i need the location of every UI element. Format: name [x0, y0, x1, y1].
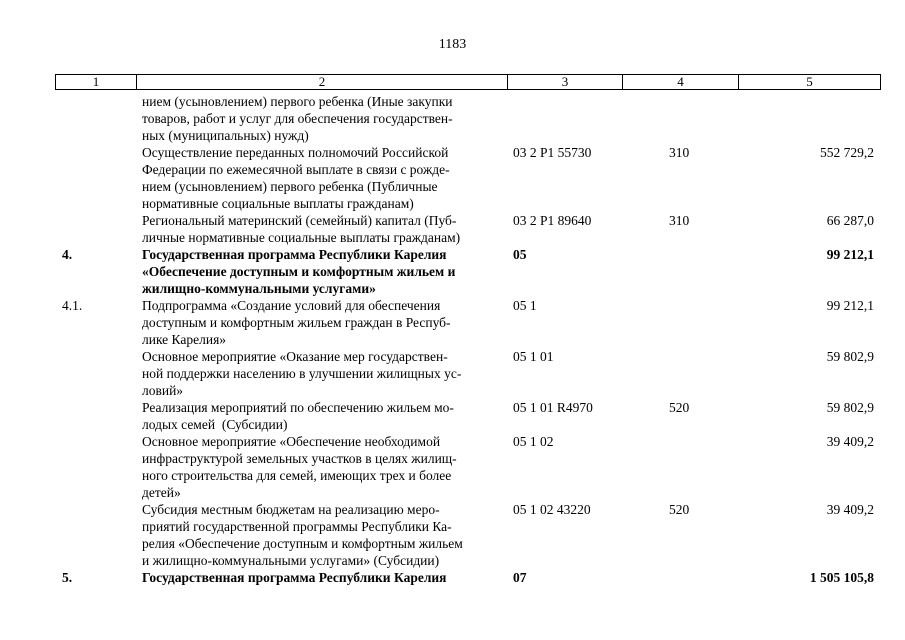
row-description-line: Подпрограмма «Создание условий для обеспечения: [142, 298, 441, 313]
row-description-line: нием (усыновлением) первого ребенка (Публичные: [142, 179, 438, 194]
header-col-5: 5: [738, 74, 881, 90]
row-description-line: личные нормативные социальные выплаты гражданам): [142, 230, 461, 245]
header-col-1: 1: [55, 74, 137, 90]
row-amount: 39 409,2: [826, 502, 874, 517]
row-description-line: ных (муниципальных) нужд): [142, 128, 309, 143]
row-description-line: релия «Обеспечение доступным и комфортным жильем: [142, 536, 463, 551]
row-description-line: Основное мероприятие «Обеспечение необходимой: [142, 434, 441, 449]
row-amount: 59 802,9: [826, 349, 874, 364]
row-type: 520: [669, 400, 690, 415]
row-description-line: лике Карелия»: [142, 332, 227, 347]
row-code: 05 1 01: [513, 349, 554, 364]
row-description-line: Осуществление переданных полномочий Российской: [142, 145, 449, 160]
row-amount: 1 505 105,8: [809, 570, 874, 585]
row-type: 310: [669, 145, 690, 160]
row-description-line: детей»: [142, 485, 181, 500]
row-description-line: товаров, работ и услуг для обеспечения государствен-: [142, 111, 453, 126]
row-description-line: Субсидия местным бюджетам на реализацию меро-: [142, 502, 440, 517]
row-code: 03 2 Р1 55730: [513, 145, 592, 160]
row-amount: 39 409,2: [826, 434, 874, 449]
row-code: 05 1 02 43220: [513, 502, 591, 517]
row-amount: 99 212,1: [826, 247, 874, 262]
row-description-line: нием (усыновлением) первого ребенка (Иные закупки: [142, 94, 453, 109]
page-number: 1183: [438, 37, 467, 52]
row-description-line: лодых семей (Субсидии): [142, 417, 288, 432]
row-code: 05 1 02: [513, 434, 554, 449]
row-code: 05 1: [513, 298, 537, 313]
row-type: 310: [669, 213, 690, 228]
row-code: 03 2 Р1 89640: [513, 213, 592, 228]
row-description-line: и жилищно-коммунальными услугами» (Субсидии): [142, 553, 440, 568]
row-description-line: жилищно-коммунальными услугами»: [142, 281, 376, 296]
row-amount: 59 802,9: [826, 400, 874, 415]
row-description-line: доступным и комфортным жильем граждан в Респуб-: [142, 315, 451, 330]
row-amount: 552 729,2: [820, 145, 874, 160]
row-amount: 66 287,0: [826, 213, 874, 228]
header-col-4: 4: [622, 74, 739, 90]
row-description-line: Региональный материнский (семейный) капитал (Пуб-: [142, 213, 457, 228]
row-description-line: ловий»: [142, 383, 184, 398]
row-description-line: нормативные социальные выплаты гражданам): [142, 196, 414, 211]
row-description-line: Основное мероприятие «Оказание мер государствен-: [142, 349, 448, 364]
row-amount: 99 212,1: [826, 298, 874, 313]
row-code: 07: [513, 570, 527, 585]
row-code: 05: [513, 247, 527, 262]
row-description-line: ного строительства для семей, имеющих трех и более: [142, 468, 452, 483]
row-description-line: Государственная программа Республики Карелия: [142, 247, 447, 262]
header-col-3: 3: [507, 74, 623, 90]
row-description-line: приятий государственной программы Республики Ка-: [142, 519, 452, 534]
row-number: 5.: [62, 570, 73, 585]
row-description-line: Государственная программа Республики Карелия: [142, 570, 447, 585]
row-description-line: Федерации по ежемесячной выплате в связи с рожде-: [142, 162, 450, 177]
row-number: 4.1.: [62, 298, 83, 313]
row-type: 520: [669, 502, 690, 517]
row-description-line: «Обеспечение доступным и комфортным жильем и: [142, 264, 456, 279]
header-col-2: 2: [136, 74, 508, 90]
row-description-line: инфраструктурой земельных участков в целях жилищ-: [142, 451, 457, 466]
row-number: 4.: [62, 247, 73, 262]
row-code: 05 1 01 R4970: [513, 400, 593, 415]
row-description-line: Реализация мероприятий по обеспечению жильем мо-: [142, 400, 454, 415]
row-description-line: ной поддержки населению в улучшении жилищных ус-: [142, 366, 462, 381]
